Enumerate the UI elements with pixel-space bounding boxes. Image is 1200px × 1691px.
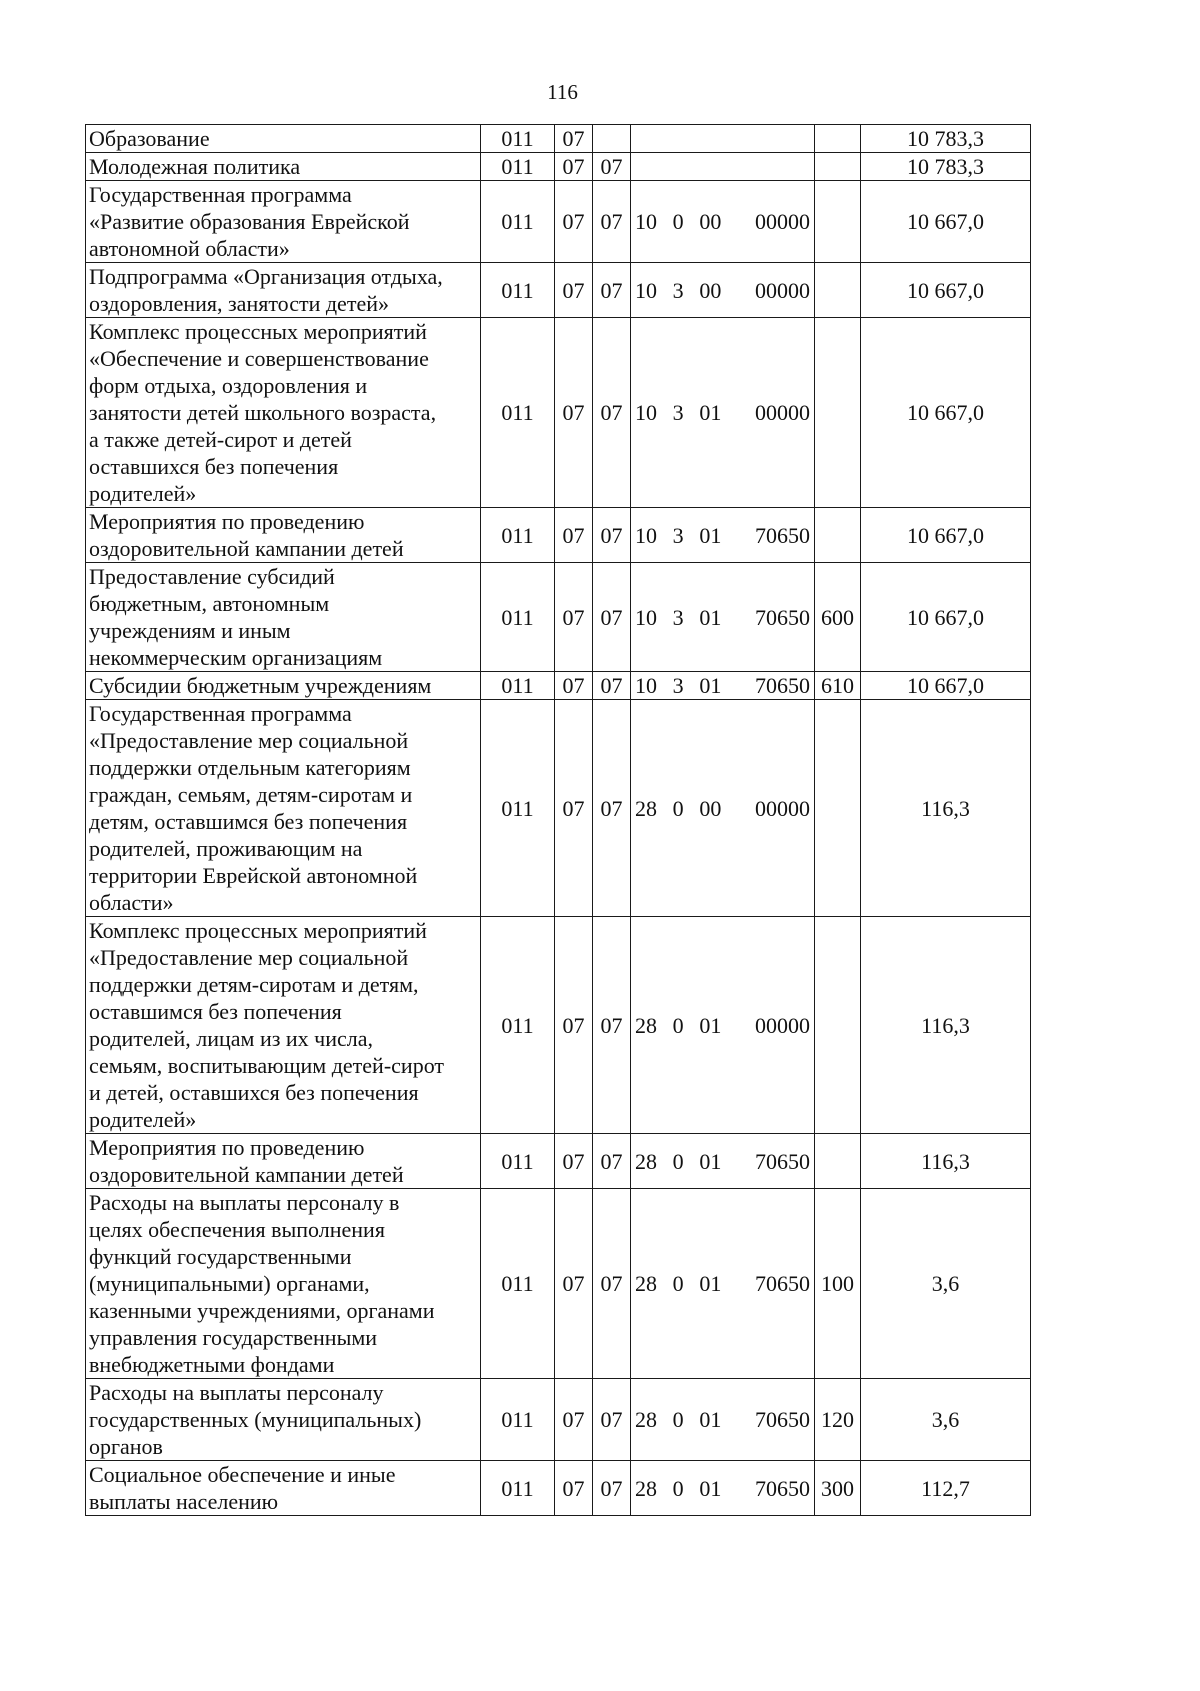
row-name-cell: Комплекс процессных мероприятий «Обеспечение и совершенствование форм отдыха, оздоровления и занятости детей школьного возраста, а также детей-сирот и детей оставшихся без попечения родителей» — [86, 318, 481, 508]
csr-code — [635, 277, 810, 304]
csr-part: 01 — [699, 604, 722, 630]
csr-cell — [631, 1189, 815, 1379]
glava-cell: 011 — [481, 181, 555, 263]
vr-cell — [815, 125, 861, 153]
vr-cell — [815, 153, 861, 181]
sum-cell: 116,3 — [861, 700, 1031, 917]
csr-part: 70650 — [754, 1148, 810, 1174]
podrazdel-cell: 07 — [593, 1134, 631, 1189]
table-row — [86, 1379, 1031, 1461]
glava-cell: 011 — [481, 700, 555, 917]
csr-part: 28 — [635, 1407, 657, 1432]
csr-part: 0 — [672, 795, 684, 821]
table-row — [86, 917, 1031, 1134]
csr-part: 70650 — [754, 1407, 810, 1432]
table-row — [86, 1461, 1031, 1516]
csr-part: 0 — [672, 1475, 684, 1501]
csr-part: 00000 — [754, 209, 810, 234]
csr-part: 0 — [672, 1407, 684, 1432]
csr-part: 3 — [672, 604, 684, 630]
csr-cell — [631, 1134, 815, 1189]
row-name-cell: Комплекс процессных мероприятий «Предоставление мер социальной поддержки детям-сиротам и детям, оставшимся без попечения родителей, лицам из их числа, семьям, воспитывающим детей-сирот и детей, оставшихся без попечения родителей» — [86, 917, 481, 1134]
razdel-cell: 07 — [555, 563, 593, 672]
row-name-cell: Социальное обеспечение и иные выплаты населению — [86, 1461, 481, 1516]
csr-part: 0 — [672, 1148, 684, 1174]
csr-part: 00 — [699, 277, 722, 303]
csr-part: 01 — [699, 1407, 722, 1432]
table-row — [86, 153, 1031, 181]
csr-code — [635, 1475, 810, 1502]
glava-cell: 011 — [481, 508, 555, 563]
glava-cell: 011 — [481, 318, 555, 508]
sum-cell: 112,7 — [861, 1461, 1031, 1516]
table-row — [86, 125, 1031, 153]
table-row — [86, 181, 1031, 263]
glava-cell: 011 — [481, 1379, 555, 1461]
row-name-cell: Мероприятия по проведению оздоровительной кампании детей — [86, 508, 481, 563]
vr-cell: 600 — [815, 563, 861, 672]
razdel-cell: 07 — [555, 508, 593, 563]
vr-cell — [815, 263, 861, 318]
csr-part: 28 — [635, 1475, 657, 1501]
csr-code — [635, 672, 810, 699]
sum-cell: 116,3 — [861, 917, 1031, 1134]
razdel-cell: 07 — [555, 181, 593, 263]
csr-cell — [631, 563, 815, 672]
csr-code — [635, 1012, 810, 1039]
csr-code — [635, 795, 810, 822]
vr-cell: 610 — [815, 672, 861, 700]
csr-code — [635, 399, 810, 426]
table-row — [86, 672, 1031, 700]
row-name-cell: Образование — [86, 125, 481, 153]
razdel-cell: 07 — [555, 153, 593, 181]
csr-part: 28 — [635, 1271, 657, 1296]
csr-cell — [631, 263, 815, 318]
razdel-cell: 07 — [555, 1461, 593, 1516]
vr-cell — [815, 508, 861, 563]
csr-cell — [631, 181, 815, 263]
csr-part: 3 — [672, 277, 684, 303]
razdel-cell: 07 — [555, 672, 593, 700]
table-row — [86, 508, 1031, 563]
csr-code — [635, 1148, 810, 1175]
csr-part: 01 — [699, 400, 722, 425]
razdel-cell: 07 — [555, 1189, 593, 1379]
podrazdel-cell: 07 — [593, 153, 631, 181]
sum-cell: 10 783,3 — [861, 125, 1031, 153]
csr-part: 01 — [699, 1271, 722, 1296]
vr-cell: 100 — [815, 1189, 861, 1379]
row-name-cell: Мероприятия по проведению оздоровительной кампании детей — [86, 1134, 481, 1189]
vr-cell: 120 — [815, 1379, 861, 1461]
sum-cell: 10 667,0 — [861, 263, 1031, 318]
vr-cell — [815, 917, 861, 1134]
vr-cell — [815, 1134, 861, 1189]
row-name-cell: Государственная программа «Развитие образования Еврейской автономной области» — [86, 181, 481, 263]
table-row — [86, 1189, 1031, 1379]
csr-part: 0 — [672, 209, 684, 234]
podrazdel-cell: 07 — [593, 672, 631, 700]
row-name-cell: Подпрограмма «Организация отдыха, оздоровления, занятости детей» — [86, 263, 481, 318]
csr-part: 70650 — [754, 604, 810, 630]
sum-cell: 10 667,0 — [861, 318, 1031, 508]
page-number: 116 — [547, 80, 578, 104]
csr-part: 10 — [635, 400, 657, 425]
sum-cell: 10 667,0 — [861, 181, 1031, 263]
csr-cell — [631, 700, 815, 917]
podrazdel-cell: 07 — [593, 1379, 631, 1461]
csr-part: 3 — [672, 673, 684, 698]
csr-cell — [631, 125, 815, 153]
csr-part: 00000 — [754, 795, 810, 821]
sum-cell: 10 667,0 — [861, 508, 1031, 563]
podrazdel-cell: 07 — [593, 700, 631, 917]
csr-part: 70650 — [754, 522, 810, 548]
glava-cell: 011 — [481, 563, 555, 672]
csr-code — [635, 522, 810, 549]
table-row — [86, 563, 1031, 672]
csr-part: 00 — [699, 209, 722, 234]
csr-code — [635, 1270, 810, 1297]
podrazdel-cell: 07 — [593, 318, 631, 508]
csr-part: 10 — [635, 604, 657, 630]
csr-part: 01 — [699, 673, 722, 698]
csr-part: 01 — [699, 1012, 722, 1038]
csr-part: 0 — [672, 1271, 684, 1296]
row-name-cell: Расходы на выплаты персоналу государственных (муниципальных) органов — [86, 1379, 481, 1461]
row-name-cell: Расходы на выплаты персоналу в целях обеспечения выполнения функций государственными (муниципальными) органами, казенными учреждениями, органами управления государственными внебюджетными фондами — [86, 1189, 481, 1379]
csr-part: 70650 — [754, 1271, 810, 1296]
podrazdel-cell: 07 — [593, 917, 631, 1134]
csr-part: 3 — [672, 522, 684, 548]
razdel-cell: 07 — [555, 1134, 593, 1189]
glava-cell: 011 — [481, 1134, 555, 1189]
csr-code — [635, 1406, 810, 1433]
sum-cell: 10 667,0 — [861, 563, 1031, 672]
budget-table — [85, 124, 1031, 1516]
csr-part: 3 — [672, 400, 684, 425]
podrazdel-cell: 07 — [593, 263, 631, 318]
podrazdel-cell: 07 — [593, 181, 631, 263]
csr-part: 70650 — [754, 1475, 810, 1501]
sum-cell: 10 667,0 — [861, 672, 1031, 700]
table-row — [86, 700, 1031, 917]
csr-part: 28 — [635, 1148, 657, 1174]
csr-part: 00000 — [754, 277, 810, 303]
glava-cell: 011 — [481, 153, 555, 181]
table-row — [86, 1134, 1031, 1189]
csr-part: 00 — [699, 795, 722, 821]
csr-part: 00000 — [754, 1012, 810, 1038]
csr-cell — [631, 508, 815, 563]
csr-part: 10 — [635, 522, 657, 548]
csr-part: 01 — [699, 522, 722, 548]
csr-part: 28 — [635, 1012, 657, 1038]
glava-cell: 011 — [481, 672, 555, 700]
csr-part: 00000 — [754, 400, 810, 425]
csr-cell — [631, 672, 815, 700]
csr-part: 0 — [672, 1012, 684, 1038]
csr-cell — [631, 1461, 815, 1516]
csr-cell — [631, 917, 815, 1134]
row-name-cell: Молодежная политика — [86, 153, 481, 181]
razdel-cell: 07 — [555, 125, 593, 153]
csr-cell — [631, 1379, 815, 1461]
vr-cell — [815, 181, 861, 263]
sum-cell: 10 783,3 — [861, 153, 1031, 181]
vr-cell — [815, 318, 861, 508]
razdel-cell: 07 — [555, 917, 593, 1134]
row-name-cell: Предоставление субсидий бюджетным, автономным учреждениям и иным некоммерческим организациям — [86, 563, 481, 672]
glava-cell: 011 — [481, 263, 555, 318]
podrazdel-cell: 07 — [593, 563, 631, 672]
podrazdel-cell — [593, 125, 631, 153]
csr-code — [635, 604, 810, 631]
csr-part: 10 — [635, 277, 657, 303]
row-name-cell: Субсидии бюджетным учреждениям — [86, 672, 481, 700]
csr-part: 01 — [699, 1475, 722, 1501]
table-row — [86, 318, 1031, 508]
glava-cell: 011 — [481, 125, 555, 153]
csr-part: 70650 — [754, 673, 810, 698]
table-body — [86, 125, 1031, 1516]
glava-cell: 011 — [481, 1189, 555, 1379]
glava-cell: 011 — [481, 1461, 555, 1516]
podrazdel-cell: 07 — [593, 1189, 631, 1379]
sum-cell: 3,6 — [861, 1379, 1031, 1461]
razdel-cell: 07 — [555, 263, 593, 318]
razdel-cell: 07 — [555, 1379, 593, 1461]
csr-part: 10 — [635, 673, 657, 698]
razdel-cell: 07 — [555, 700, 593, 917]
csr-cell — [631, 318, 815, 508]
csr-part: 01 — [699, 1148, 722, 1174]
sum-cell: 116,3 — [861, 1134, 1031, 1189]
sum-cell: 3,6 — [861, 1189, 1031, 1379]
podrazdel-cell: 07 — [593, 1461, 631, 1516]
glava-cell: 011 — [481, 917, 555, 1134]
row-name-cell: Государственная программа «Предоставление мер социальной поддержки отдельным категориям граждан, семьям, детям-сиротам и детям, оставшимся без попечения родителей, проживающим на территории Еврейской автономной области» — [86, 700, 481, 917]
vr-cell — [815, 700, 861, 917]
csr-code — [635, 208, 810, 235]
razdel-cell: 07 — [555, 318, 593, 508]
podrazdel-cell: 07 — [593, 508, 631, 563]
vr-cell: 300 — [815, 1461, 861, 1516]
csr-part: 28 — [635, 795, 657, 821]
csr-part: 10 — [635, 209, 657, 234]
csr-cell — [631, 153, 815, 181]
table-row — [86, 263, 1031, 318]
